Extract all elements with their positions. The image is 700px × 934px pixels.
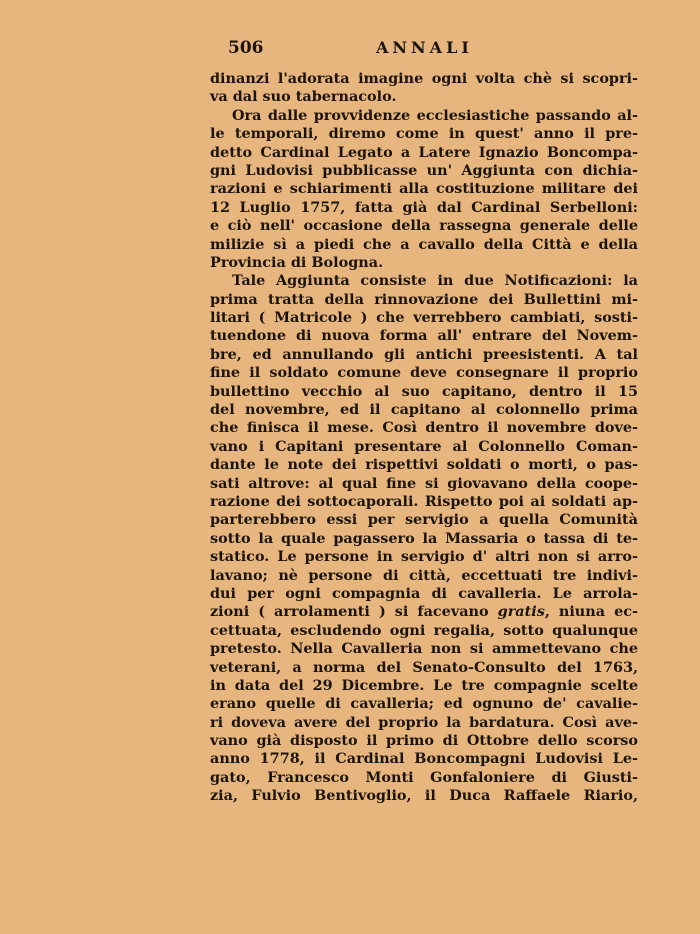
text-fragment: , niuna ec- xyxy=(544,603,638,621)
text-line xyxy=(210,603,638,621)
text-line: ri doveva avere del proprio la bardatura. Così ave- xyxy=(210,713,638,731)
text-line: fine il soldato comune deve consegnare il proprio xyxy=(210,364,638,382)
text-line: lavano; nè persone di città, eccettuati tre indivi- xyxy=(210,566,638,584)
text-line: del novembre, ed il capitano al colonnello prima xyxy=(210,401,638,419)
text-line: gato, Francesco Monti Gonfaloniere di Giusti- xyxy=(210,768,638,786)
text-line: parterebbero essi per servigio a quella Comunità xyxy=(210,511,638,529)
text-line: tuendone di nuova forma all' entrare del Novem- xyxy=(210,327,638,345)
text-line: Provincia di Bologna. xyxy=(210,253,384,271)
text-line: bre, ed annullando gli antichi preesistenti. A tal xyxy=(210,345,638,363)
text-line: gni Ludovisi pubblicasse un' Aggiunta con dichia- xyxy=(210,161,638,179)
text-fragment: zioni ( arrolamenti ) si facevano xyxy=(210,603,498,621)
text-line: erano quelle di cavalleria; ed ognuno de' cavalie- xyxy=(210,695,638,713)
text-line: che finisca il mese. Così dentro il novembre dove- xyxy=(210,419,638,437)
text-line: bullettino vecchio al suo capitano, dentro il 15 xyxy=(210,382,638,400)
text-line: zia, Fulvio Bentivoglio, il Duca Raffaele Riario, xyxy=(210,787,638,805)
text-line: 12 Luglio 1757, fatta già dal Cardinal Serbelloni: xyxy=(210,198,638,216)
text-line: sati altrove: al qual fine si giovavano della coope- xyxy=(210,474,638,492)
body-text xyxy=(210,70,638,806)
text-line: sotto la quale pagassero la Massaria o tassa di te- xyxy=(210,529,638,547)
text-line: Tale Aggiunta consiste in due Notificazioni: la xyxy=(232,272,638,290)
text-line: va dal suo tabernacolo. xyxy=(210,88,397,106)
text-line: detto Cardinal Legato a Latere Ignazio Boncompa- xyxy=(210,143,638,161)
text-line: dante le note dei rispettivi soldati o morti, o pas- xyxy=(210,456,638,474)
page-number: 506 xyxy=(228,38,264,58)
text-line: pretesto. Nella Cavalleria non si ammettevano che xyxy=(210,640,638,658)
text-line: in data del 29 Dicembre. Le tre compagnie scelte xyxy=(210,676,638,694)
running-title: ANNALI xyxy=(376,38,473,57)
text-line: e ciò nell' occasione della rassegna generale delle xyxy=(210,217,638,235)
text-line: dui per ogni compagnia di cavalleria. Le arrola- xyxy=(210,584,638,602)
text-line: vano già disposto il primo di Ottobre dello scorso xyxy=(210,732,638,750)
text-line: vano i Capitani presentare al Colonnello Coman- xyxy=(210,437,638,455)
text-line: litari ( Matricole ) che verrebbero cambiati, sosti- xyxy=(210,309,638,327)
text-line: Ora dalle provvidenze ecclesiastiche passando al- xyxy=(232,106,638,124)
text-line: razione dei sottocaporali. Rispetto poi ai soldati ap- xyxy=(210,492,638,510)
text-line: razioni e schiarimenti alla costituzione militare dei xyxy=(210,180,638,198)
italic-word: gratis xyxy=(497,603,545,621)
text-line: cettuata, escludendo ogni regalia, sotto qualunque xyxy=(210,621,638,639)
text-line: statico. Le persone in servigio d' altri non si arro- xyxy=(210,548,638,566)
text-line: prima tratta della rinnovazione dei Bullettini mi- xyxy=(210,290,638,308)
text-line: milizie sì a piedi che a cavallo della Città e della xyxy=(210,235,638,253)
text-line: anno 1778, il Cardinal Boncompagni Ludovisi Le- xyxy=(210,750,638,768)
page-header xyxy=(228,38,640,60)
text-line: veterani, a norma del Senato-Consulto del 1763, xyxy=(210,658,638,676)
text-line: le temporali, diremo come in quest' anno il pre- xyxy=(210,125,638,143)
text-line: dinanzi l'adorata imagine ogni volta chè si scopri- xyxy=(210,70,638,87)
